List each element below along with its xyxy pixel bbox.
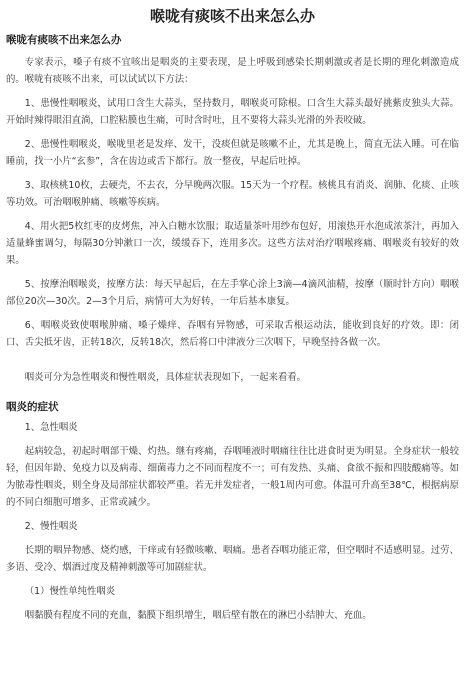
method-5: 5、按摩治咽喉炎，按摩方法：每天早起后，在左手掌心涂上3滴—4滴风油精，按摩（顺时针方向）咽喉部位20次—30次。2—3个月后，病情可大为好转，一年后基本康复。 <box>6 279 459 307</box>
simple-chronic-description: 咽黏膜有程度不同的充血，黏膜下组织增生，咽后壁有散在的淋巴小结肿大、充血。 <box>24 610 372 621</box>
acute-description: 起病较急，初起时咽部干燥、灼热。继有疼痛，吞咽唾液时咽痛往往比进食时更为明显。全身症状一般较轻，但因年龄、免疫力以及病毒、细菌毒力之不同而程度不一；可有发热、头痛、食欲不振和四肢酸痛等。如为脓毒性咽炎，则全身及局部症状都较严重。若无并发症者，一般1周内可愈。体温可升高至38℃，根据病原的不同白细胞可增多、正常或减少。 <box>6 446 459 508</box>
method-4: 4、用火把5枚红枣的皮烤焦，冲入白糖水饮服；取适量茶叶用纱布包好，用滚热开水泡成浓茶汁，再加入适量蜂蜜调匀，每隔30分钟漱口一次，缓缓吞下，连用多次。这些方法对治疗咽喉疼痛、咽喉炎有较好的效果。 <box>6 221 459 266</box>
transition-paragraph: 咽炎可分为急性咽炎和慢性咽炎，具体症状表现如下，一起来看看。 <box>24 372 307 383</box>
simple-chronic-heading: （1）慢性单纯性咽炎 <box>24 586 116 597</box>
symptoms-heading: 咽炎的症状 <box>6 401 59 413</box>
chronic-heading: 2、慢性咽炎 <box>24 521 78 532</box>
acute-heading: 1、急性咽炎 <box>24 422 78 433</box>
article-subtitle: 喉咙有痰咳不出来怎么办 <box>6 34 122 46</box>
method-2: 2、患慢性咽喉炎，喉咙里老是发痒、发干，没痰但就是咳嗽不止，尤其是晚上，简直无法入睡。可在临睡前，找一小片“玄参”，含在齿边或舌下都行。放一整夜，早起后吐掉。 <box>6 139 459 167</box>
method-1: 1、患慢性咽喉炎，试用口含生大蒜头，坚持数月，咽喉炎可除根。口含生大蒜头最好挑紫皮独头大蒜。开始时辣得眼泪直淌，口腔粘膜也生痛，可时含时吐，且不要将大蒜头光滑的外表咬破。 <box>6 98 459 126</box>
method-6: 6、咽喉炎致使咽喉肿痛、嗓子燥痒、吞咽有异物感，可采取舌根运动法，能收到良好的疗效。即：闭口、舌尖抵牙齿，正转18次，反转18次，然后将口中津液分三次咽下，早晚坚持各做一次。 <box>6 320 459 348</box>
intro-paragraph: 专家表示，嗓子有痰不宜咳出是咽炎的主要表现，是上呼吸到感染长期刺激或者是长期的理化刺激造成的。喉咙有痰咳不出来，可以试试以下方法： <box>6 57 459 85</box>
method-3: 3、取核桃10枚，去硬壳，不去衣，分早晚两次服。15天为一个疗程。核桃具有消炎、润肺、化痰、止咳等功效。可治咽喉肿痛、咳嗽等疾病。 <box>6 180 459 208</box>
chronic-description: 长期的咽异物感、烧灼感，干痒或有轻微咳嗽、咽痛。患者吞咽功能正常，但空咽时不适感明显。过劳、多语、受冷、烟酒过度及精神刺激等可加剧症状。 <box>6 545 459 573</box>
page-title: 喉咙有痰咳不出来怎么办 <box>149 7 315 25</box>
